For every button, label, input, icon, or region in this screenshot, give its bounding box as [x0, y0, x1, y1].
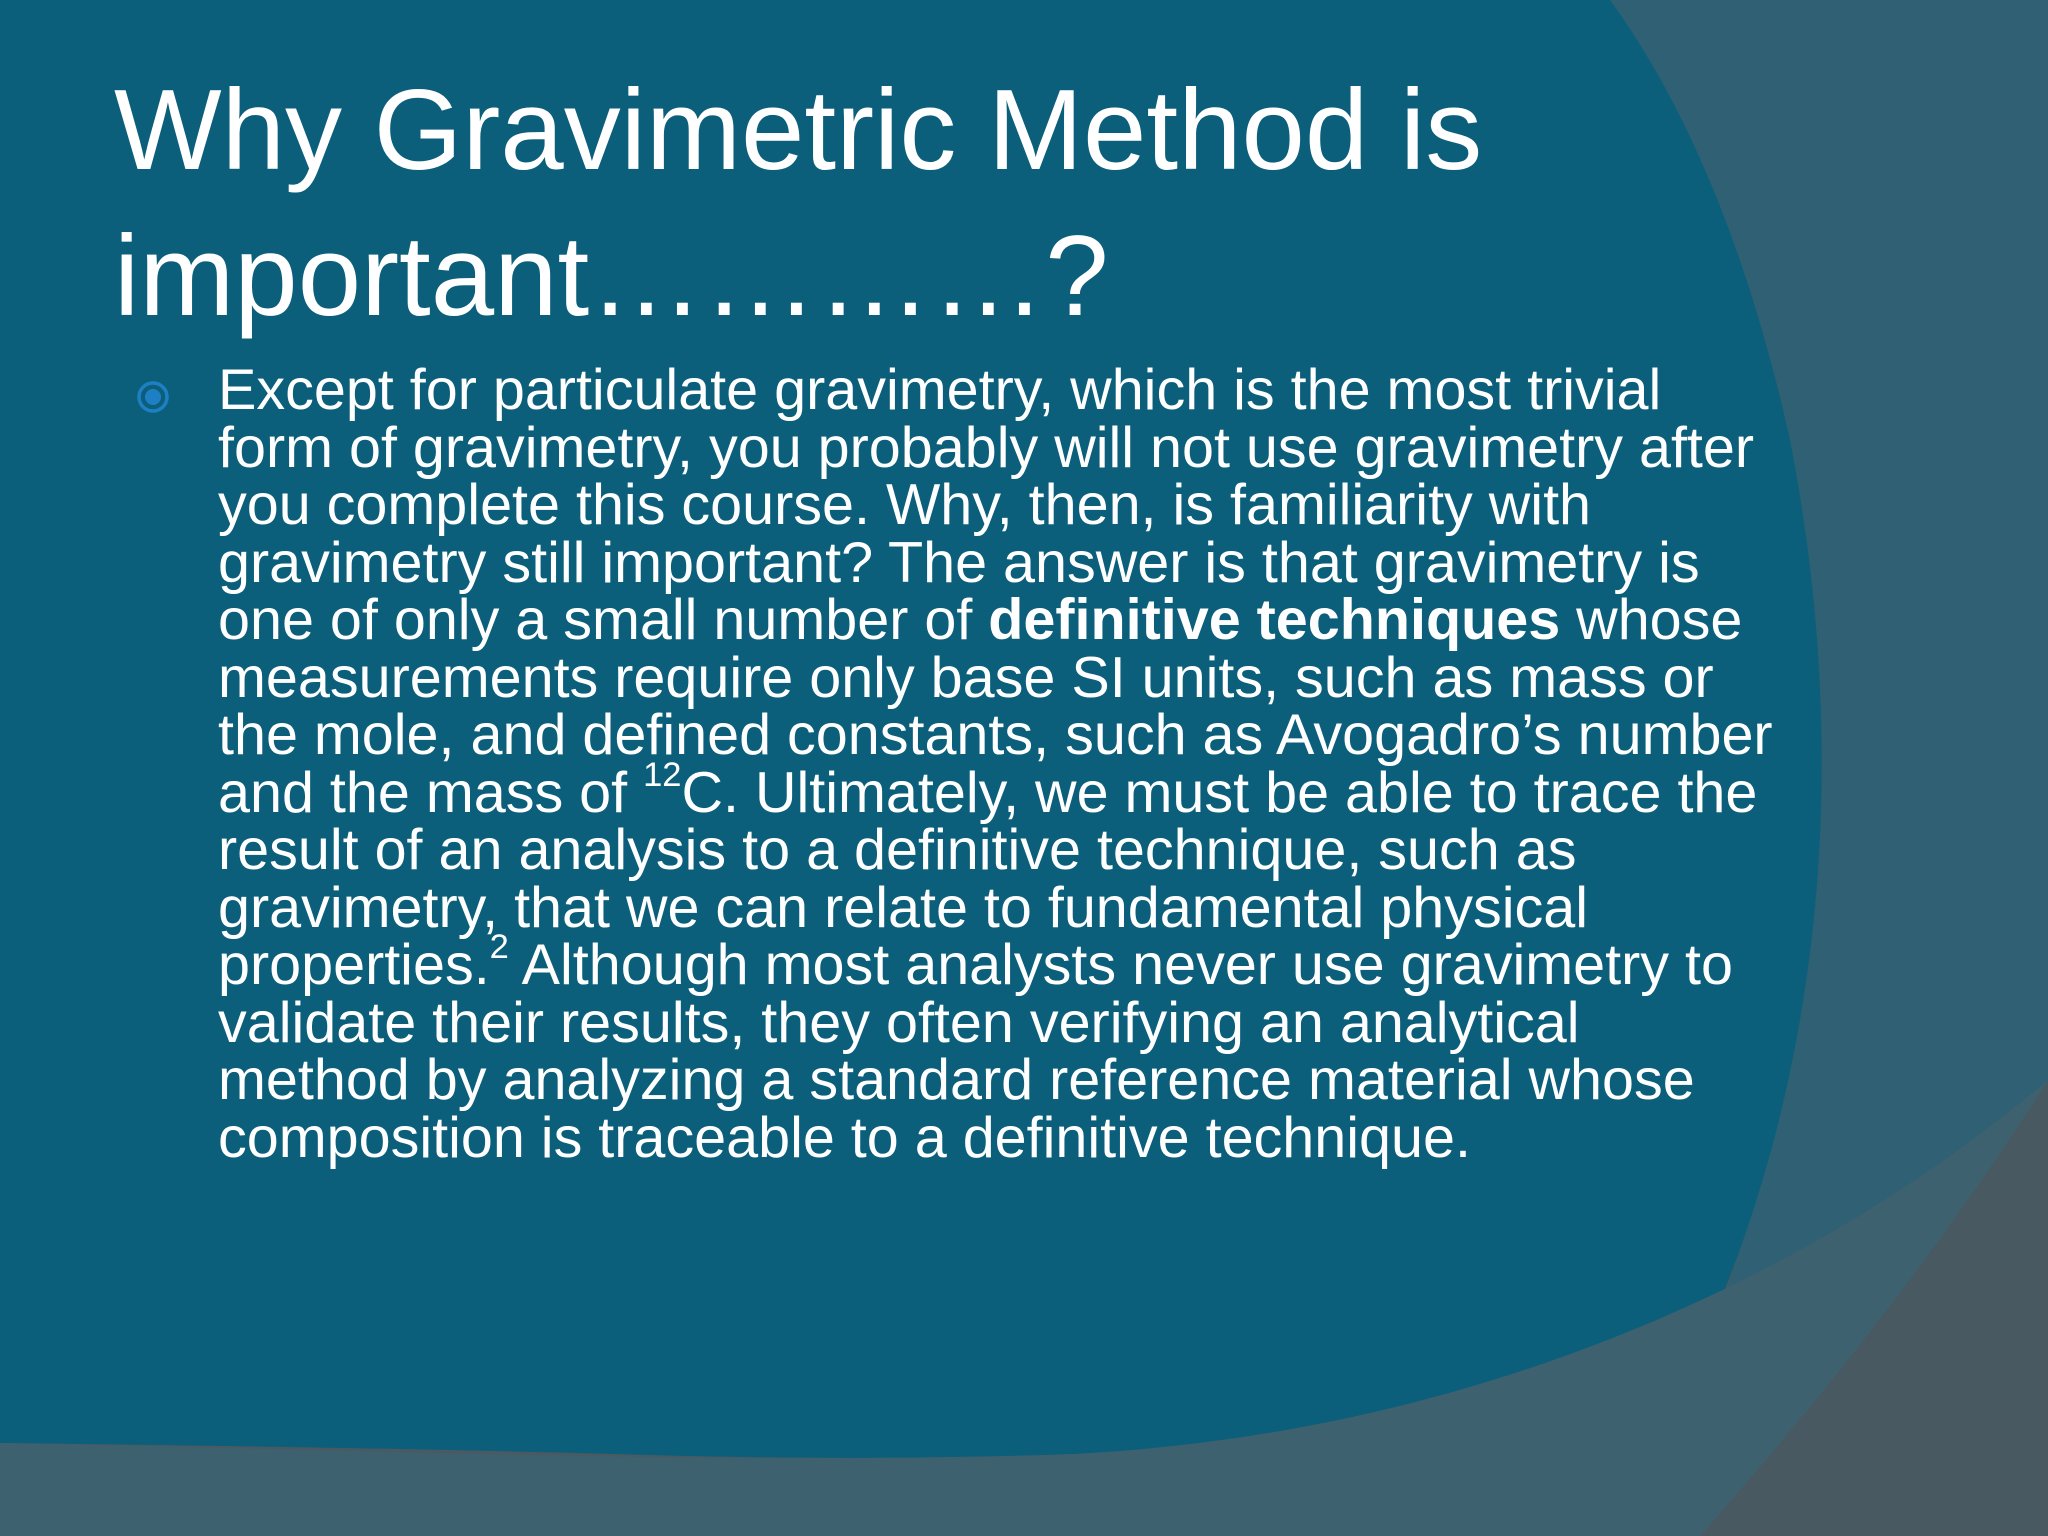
radio-bullet-icon — [136, 380, 170, 414]
paragraph-text-3: C. Ultimately, we must be able to trace the result of an analysis to a definitive technique, such as gravimetry, that we can relate to fundamental physical properties. — [218, 760, 1758, 997]
paragraph-text-1: Except for particulate gravimetry, which is the most trivial form of gravimetry, you probably will not use gravimetry after you complete this course. Why, then, is familiarity with gravimetry still important? The answer is that gravimetry is one of only a small number of — [218, 358, 1755, 652]
reference-superscript: 2 — [489, 928, 509, 967]
definitive-techniques-term: definitive techniques — [988, 588, 1561, 652]
bullet-paragraph — [218, 358, 1783, 1170]
slide-title: Why Gravimetric Method is important…………? — [114, 67, 1483, 340]
paragraph-text-4: Although most analysts never use gravimetry to validate their results, they often verifying an analytical method by analyzing a standard reference material whose composition is traceable to a definitive technique. — [218, 933, 1733, 1170]
paragraph-text-2: whose measurements require only base SI units, such as mass or the mole, and defined constants, such as Avogadro’s number and the mass of — [218, 588, 1773, 825]
isotope-superscript: 12 — [643, 755, 682, 794]
